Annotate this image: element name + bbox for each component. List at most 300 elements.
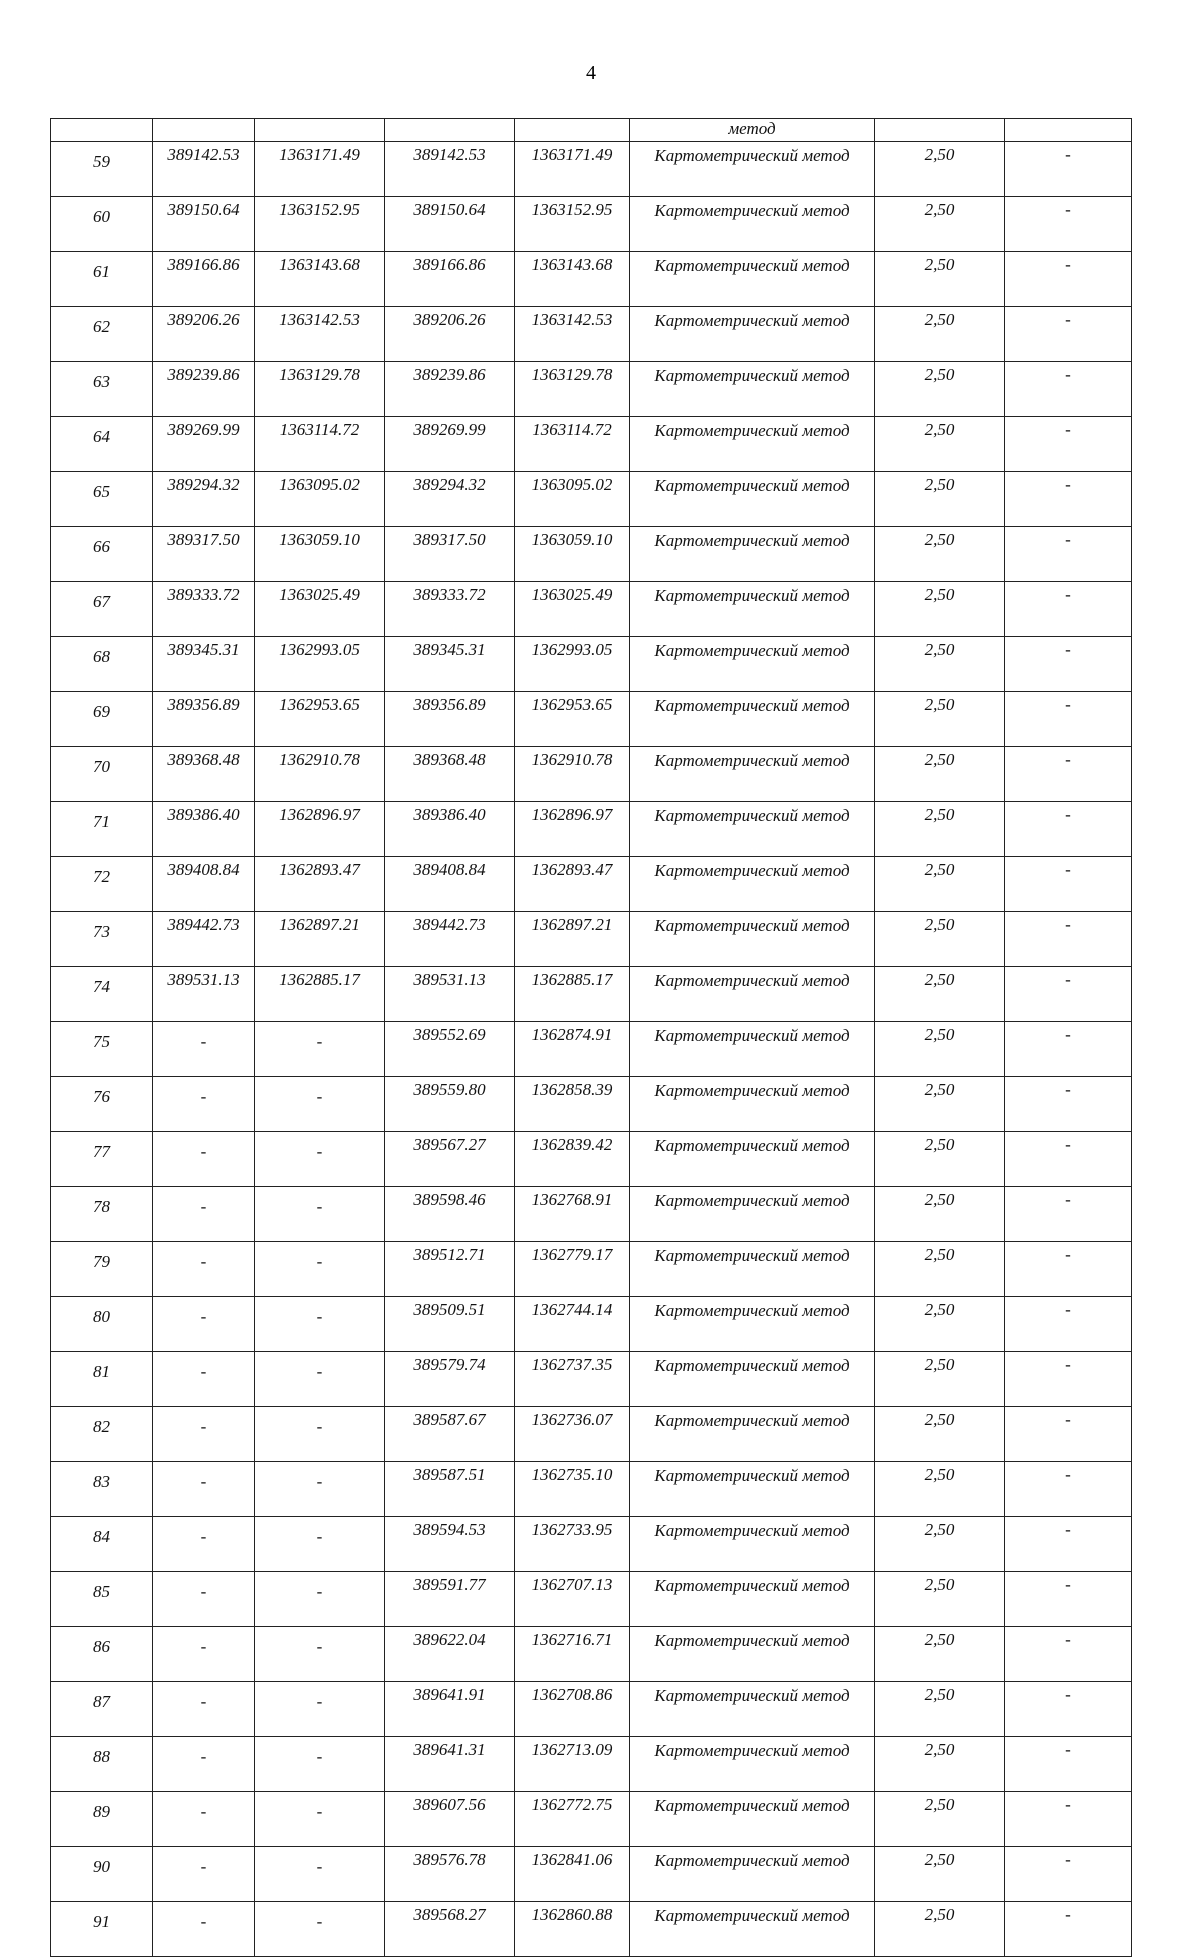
note-cell: - [1005,472,1132,527]
y-old-cell: - [255,1132,385,1187]
point-number-cell: 86 [51,1627,153,1682]
table-row [51,1297,1132,1352]
table-row [51,582,1132,637]
continuation-row [51,119,1132,142]
note-cell: - [1005,307,1132,362]
accuracy-cell: 2,50 [875,1077,1005,1132]
note-cell: - [1005,1737,1132,1792]
point-number-cell: 90 [51,1847,153,1902]
y-old-cell: - [255,1792,385,1847]
x-new-cell: 389594.53 [385,1517,515,1572]
note-cell: - [1005,1187,1132,1242]
accuracy-cell: 2,50 [875,1902,1005,1957]
x-new-cell: 389150.64 [385,197,515,252]
method-cell: Картометрический метод [630,1902,875,1957]
note-cell: - [1005,1792,1132,1847]
method-cell: Картометрический метод [630,1627,875,1682]
y-old-cell: 1363114.72 [255,417,385,472]
point-number-cell: 87 [51,1682,153,1737]
x-new-cell: 389166.86 [385,252,515,307]
y-old-cell: - [255,1847,385,1902]
x-old-cell: - [153,1022,255,1077]
y-new-cell: 1362707.13 [515,1572,630,1627]
y-old-cell: - [255,1627,385,1682]
y-old-cell: - [255,1077,385,1132]
y-old-cell: 1363059.10 [255,527,385,582]
note-cell: - [1005,1132,1132,1187]
x-old-cell: 389442.73 [153,912,255,967]
table-row [51,1792,1132,1847]
method-cell: Картометрический метод [630,1792,875,1847]
method-cell: Картометрический метод [630,197,875,252]
accuracy-cell: 2,50 [875,1572,1005,1627]
x-old-cell: 389345.31 [153,637,255,692]
accuracy-cell: 2,50 [875,1627,1005,1682]
method-cell: Картометрический метод [630,417,875,472]
y-new-cell: 1362779.17 [515,1242,630,1297]
continuation-cell [255,119,385,142]
y-new-cell: 1362897.21 [515,912,630,967]
x-old-cell: 389142.53 [153,142,255,197]
accuracy-cell: 2,50 [875,1407,1005,1462]
note-cell: - [1005,1022,1132,1077]
y-new-cell: 1362896.97 [515,802,630,857]
point-number-cell: 63 [51,362,153,417]
table-row [51,1517,1132,1572]
x-old-cell: 389294.32 [153,472,255,527]
x-new-cell: 389386.40 [385,802,515,857]
table-row [51,802,1132,857]
x-old-cell: - [153,1627,255,1682]
method-cell: Картометрический метод [630,967,875,1022]
method-cell: Картометрический метод [630,1077,875,1132]
continuation-cell [515,119,630,142]
accuracy-cell: 2,50 [875,252,1005,307]
accuracy-cell: 2,50 [875,912,1005,967]
accuracy-cell: 2,50 [875,1792,1005,1847]
point-number-cell: 78 [51,1187,153,1242]
note-cell: - [1005,1352,1132,1407]
x-old-cell: 389239.86 [153,362,255,417]
y-new-cell: 1363059.10 [515,527,630,582]
table-row [51,1077,1132,1132]
accuracy-cell: 2,50 [875,1737,1005,1792]
y-old-cell: 1362893.47 [255,857,385,912]
method-cell: Картометрический метод [630,857,875,912]
x-old-cell: 389333.72 [153,582,255,637]
accuracy-cell: 2,50 [875,1187,1005,1242]
point-number-cell: 74 [51,967,153,1022]
y-new-cell: 1363095.02 [515,472,630,527]
y-old-cell: - [255,1407,385,1462]
x-new-cell: 389641.91 [385,1682,515,1737]
table-row [51,527,1132,582]
note-cell: - [1005,1682,1132,1737]
x-old-cell: 389368.48 [153,747,255,802]
y-old-cell: 1362910.78 [255,747,385,802]
accuracy-cell: 2,50 [875,747,1005,802]
accuracy-cell: 2,50 [875,307,1005,362]
note-cell: - [1005,747,1132,802]
accuracy-cell: 2,50 [875,362,1005,417]
table-row [51,197,1132,252]
accuracy-cell: 2,50 [875,967,1005,1022]
x-old-cell: 389317.50 [153,527,255,582]
x-new-cell: 389587.51 [385,1462,515,1517]
continuation-cell [385,119,515,142]
point-number-cell: 88 [51,1737,153,1792]
table-row [51,1572,1132,1627]
method-cell: Картометрический метод [630,1352,875,1407]
point-number-cell: 91 [51,1902,153,1957]
y-old-cell: 1363142.53 [255,307,385,362]
point-number-cell: 82 [51,1407,153,1462]
accuracy-cell: 2,50 [875,582,1005,637]
table-row [51,307,1132,362]
x-old-cell: - [153,1187,255,1242]
accuracy-cell: 2,50 [875,857,1005,912]
y-old-cell: 1362953.65 [255,692,385,747]
x-old-cell: - [153,1737,255,1792]
x-new-cell: 389269.99 [385,417,515,472]
point-number-cell: 65 [51,472,153,527]
note-cell: - [1005,1407,1132,1462]
y-old-cell: 1363171.49 [255,142,385,197]
method-cell: Картометрический метод [630,802,875,857]
table-row [51,362,1132,417]
point-number-cell: 64 [51,417,153,472]
y-old-cell: - [255,1572,385,1627]
page-number: 4 [586,62,596,84]
note-cell: - [1005,142,1132,197]
point-number-cell: 81 [51,1352,153,1407]
table-row [51,637,1132,692]
point-number-cell: 61 [51,252,153,307]
x-old-cell: 389166.86 [153,252,255,307]
x-new-cell: 389345.31 [385,637,515,692]
table-row [51,1627,1132,1682]
y-new-cell: 1363143.68 [515,252,630,307]
method-cell: Картометрический метод [630,1407,875,1462]
accuracy-cell: 2,50 [875,142,1005,197]
accuracy-cell: 2,50 [875,1682,1005,1737]
table-row [51,1847,1132,1902]
point-number-cell: 62 [51,307,153,362]
y-old-cell: 1363025.49 [255,582,385,637]
point-number-cell: 68 [51,637,153,692]
y-new-cell: 1362736.07 [515,1407,630,1462]
x-new-cell: 389598.46 [385,1187,515,1242]
y-new-cell: 1363152.95 [515,197,630,252]
table-row [51,1132,1132,1187]
note-cell: - [1005,527,1132,582]
x-new-cell: 389512.71 [385,1242,515,1297]
point-number-cell: 73 [51,912,153,967]
table-row [51,1682,1132,1737]
x-new-cell: 389559.80 [385,1077,515,1132]
x-new-cell: 389206.26 [385,307,515,362]
x-new-cell: 389368.48 [385,747,515,802]
x-old-cell: - [153,1572,255,1627]
y-new-cell: 1362885.17 [515,967,630,1022]
x-old-cell: 389408.84 [153,857,255,912]
note-cell: - [1005,1847,1132,1902]
table-row [51,857,1132,912]
table-row [51,472,1132,527]
table-row [51,1187,1132,1242]
method-cell: Картометрический метод [630,1022,875,1077]
table-row [51,142,1132,197]
y-new-cell: 1362841.06 [515,1847,630,1902]
method-cell: Картометрический метод [630,362,875,417]
x-old-cell: - [153,1242,255,1297]
x-new-cell: 389641.31 [385,1737,515,1792]
y-old-cell: - [255,1517,385,1572]
x-old-cell: 389531.13 [153,967,255,1022]
point-number-cell: 70 [51,747,153,802]
method-cell: Картометрический метод [630,1572,875,1627]
x-new-cell: 389317.50 [385,527,515,582]
x-old-cell: - [153,1407,255,1462]
y-old-cell: 1362896.97 [255,802,385,857]
point-number-cell: 67 [51,582,153,637]
x-new-cell: 389531.13 [385,967,515,1022]
x-new-cell: 389607.56 [385,1792,515,1847]
point-number-cell: 71 [51,802,153,857]
x-old-cell: - [153,1077,255,1132]
x-new-cell: 389239.86 [385,362,515,417]
y-old-cell: - [255,1902,385,1957]
x-new-cell: 389576.78 [385,1847,515,1902]
accuracy-cell: 2,50 [875,1847,1005,1902]
note-cell: - [1005,1517,1132,1572]
table-row [51,1737,1132,1792]
y-old-cell: 1363152.95 [255,197,385,252]
y-new-cell: 1363142.53 [515,307,630,362]
x-old-cell: 389269.99 [153,417,255,472]
accuracy-cell: 2,50 [875,1242,1005,1297]
note-cell: - [1005,1242,1132,1297]
x-new-cell: 389356.89 [385,692,515,747]
method-cell: Картометрический метод [630,912,875,967]
x-old-cell: - [153,1682,255,1737]
table-row [51,912,1132,967]
y-old-cell: 1362885.17 [255,967,385,1022]
y-new-cell: 1362858.39 [515,1077,630,1132]
y-old-cell: 1363143.68 [255,252,385,307]
y-new-cell: 1363171.49 [515,142,630,197]
accuracy-cell: 2,50 [875,637,1005,692]
note-cell: - [1005,1462,1132,1517]
x-new-cell: 389567.27 [385,1132,515,1187]
table-row [51,1462,1132,1517]
y-new-cell: 1362733.95 [515,1517,630,1572]
accuracy-cell: 2,50 [875,692,1005,747]
y-new-cell: 1362768.91 [515,1187,630,1242]
accuracy-cell: 2,50 [875,1352,1005,1407]
x-old-cell: 389356.89 [153,692,255,747]
point-number-cell: 85 [51,1572,153,1627]
point-number-cell: 79 [51,1242,153,1297]
point-number-cell: 89 [51,1792,153,1847]
note-cell: - [1005,912,1132,967]
y-new-cell: 1362713.09 [515,1737,630,1792]
method-cell: Картометрический метод [630,527,875,582]
continuation-cell [875,119,1005,142]
y-new-cell: 1362839.42 [515,1132,630,1187]
y-new-cell: 1362993.05 [515,637,630,692]
accuracy-cell: 2,50 [875,472,1005,527]
x-new-cell: 389579.74 [385,1352,515,1407]
note-cell: - [1005,967,1132,1022]
x-old-cell: - [153,1352,255,1407]
x-new-cell: 389442.73 [385,912,515,967]
point-number-cell: 80 [51,1297,153,1352]
point-number-cell: 76 [51,1077,153,1132]
x-old-cell: - [153,1847,255,1902]
note-cell: - [1005,252,1132,307]
method-cell: Картометрический метод [630,307,875,362]
y-new-cell: 1362953.65 [515,692,630,747]
table-row [51,1407,1132,1462]
x-old-cell: - [153,1517,255,1572]
y-old-cell: 1363095.02 [255,472,385,527]
x-old-cell: - [153,1132,255,1187]
table-row [51,1022,1132,1077]
y-new-cell: 1362708.86 [515,1682,630,1737]
note-cell: - [1005,1572,1132,1627]
y-new-cell: 1362910.78 [515,747,630,802]
point-number-cell: 59 [51,142,153,197]
point-number-cell: 77 [51,1132,153,1187]
method-cell: Картометрический метод [630,1682,875,1737]
x-new-cell: 389509.51 [385,1297,515,1352]
accuracy-cell: 2,50 [875,1297,1005,1352]
note-cell: - [1005,362,1132,417]
table-row [51,252,1132,307]
x-new-cell: 389294.32 [385,472,515,527]
x-new-cell: 389587.67 [385,1407,515,1462]
method-cell: Картометрический метод [630,637,875,692]
point-number-cell: 75 [51,1022,153,1077]
y-old-cell: - [255,1682,385,1737]
note-cell: - [1005,1902,1132,1957]
continuation-cell [51,119,153,142]
y-new-cell: 1363114.72 [515,417,630,472]
continuation-cell [153,119,255,142]
note-cell: - [1005,1297,1132,1352]
method-cell: Картометрический метод [630,1242,875,1297]
x-new-cell: 389591.77 [385,1572,515,1627]
method-cell: Картометрический метод [630,1517,875,1572]
y-new-cell: 1363129.78 [515,362,630,417]
x-new-cell: 389568.27 [385,1902,515,1957]
method-cell: Картометрический метод [630,1297,875,1352]
y-old-cell: - [255,1297,385,1352]
method-cell: Картометрический метод [630,1847,875,1902]
method-cell: Картометрический метод [630,472,875,527]
accuracy-cell: 2,50 [875,527,1005,582]
y-new-cell: 1362744.14 [515,1297,630,1352]
x-new-cell: 389142.53 [385,142,515,197]
y-new-cell: 1362735.10 [515,1462,630,1517]
table-row [51,417,1132,472]
note-cell: - [1005,857,1132,912]
point-number-cell: 72 [51,857,153,912]
table-row [51,1242,1132,1297]
method-cell: Картометрический метод [630,582,875,637]
y-new-cell: 1362772.75 [515,1792,630,1847]
table-row [51,1902,1132,1957]
y-old-cell: - [255,1462,385,1517]
x-new-cell: 389552.69 [385,1022,515,1077]
y-new-cell: 1362860.88 [515,1902,630,1957]
note-cell: - [1005,637,1132,692]
x-new-cell: 389622.04 [385,1627,515,1682]
accuracy-cell: 2,50 [875,802,1005,857]
coordinates-table [50,118,1132,1957]
x-old-cell: - [153,1462,255,1517]
continuation-cell [1005,119,1132,142]
method-cell: Картометрический метод [630,1187,875,1242]
y-old-cell: - [255,1242,385,1297]
note-cell: - [1005,582,1132,637]
y-old-cell: - [255,1352,385,1407]
accuracy-cell: 2,50 [875,1022,1005,1077]
note-cell: - [1005,197,1132,252]
point-number-cell: 84 [51,1517,153,1572]
x-old-cell: - [153,1792,255,1847]
y-old-cell: - [255,1187,385,1242]
table-row [51,692,1132,747]
x-old-cell: - [153,1902,255,1957]
x-old-cell: - [153,1297,255,1352]
note-cell: - [1005,1627,1132,1682]
x-new-cell: 389408.84 [385,857,515,912]
table-row [51,747,1132,802]
accuracy-cell: 2,50 [875,1132,1005,1187]
y-new-cell: 1362874.91 [515,1022,630,1077]
table-row [51,967,1132,1022]
y-old-cell: 1362993.05 [255,637,385,692]
x-old-cell: 389150.64 [153,197,255,252]
method-cell: Картометрический метод [630,1462,875,1517]
y-old-cell: - [255,1022,385,1077]
x-old-cell: 389206.26 [153,307,255,362]
method-cell: Картометрический метод [630,747,875,802]
point-number-cell: 69 [51,692,153,747]
method-cell: Картометрический метод [630,1737,875,1792]
note-cell: - [1005,802,1132,857]
accuracy-cell: 2,50 [875,417,1005,472]
accuracy-cell: 2,50 [875,1517,1005,1572]
table-body [51,119,1132,1957]
point-number-cell: 60 [51,197,153,252]
y-new-cell: 1362716.71 [515,1627,630,1682]
y-new-cell: 1362893.47 [515,857,630,912]
y-old-cell: 1362897.21 [255,912,385,967]
method-cell: Картометрический метод [630,1132,875,1187]
accuracy-cell: 2,50 [875,1462,1005,1517]
note-cell: - [1005,417,1132,472]
y-old-cell: - [255,1737,385,1792]
table-row [51,1352,1132,1407]
note-cell: - [1005,1077,1132,1132]
y-new-cell: 1362737.35 [515,1352,630,1407]
continuation-method-cell: метод [630,119,875,142]
x-new-cell: 389333.72 [385,582,515,637]
method-cell: Картометрический метод [630,692,875,747]
